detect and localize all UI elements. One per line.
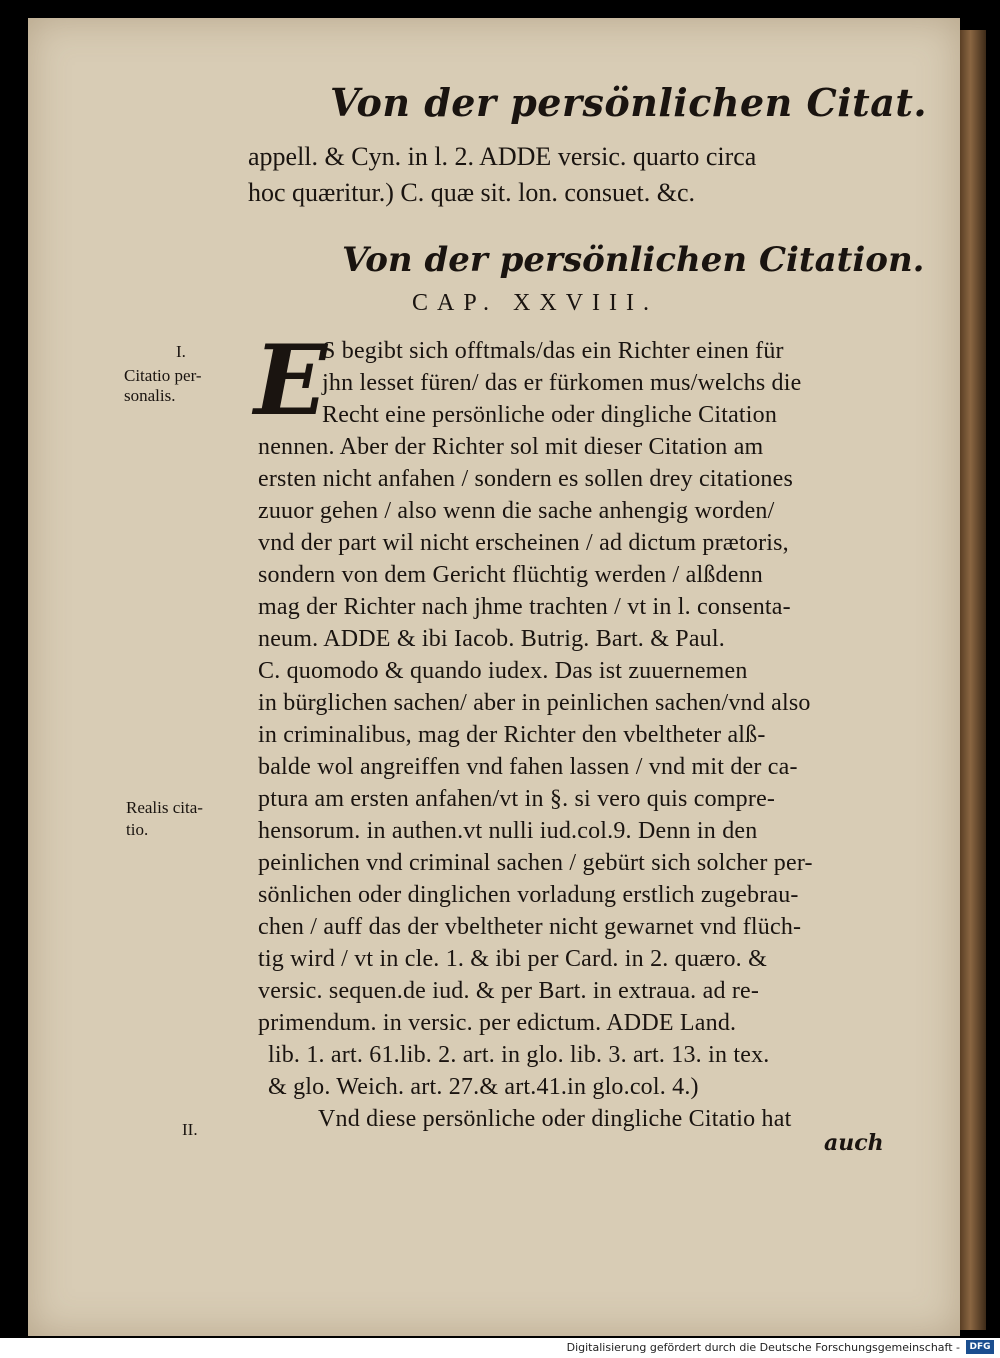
drop-cap-initial: E <box>254 324 328 437</box>
body-line: chen / auff das der vbeltheter nicht gewarnet vnd flüch- <box>258 914 802 940</box>
catchword: auch <box>824 1130 884 1156</box>
body-line: hensorum. in authen.vt nulli iud.col.9. Denn in den <box>258 818 758 844</box>
margin-note: Realis cita- <box>126 798 203 817</box>
body-line: lib. 1. art. 61.lib. 2. art. in glo. lib. 3. art. 13. in tex. <box>268 1042 770 1068</box>
body-line: C. quomodo & quando iudex. Das ist zuuernemen <box>258 658 748 684</box>
body-line: peinlichen vnd criminal sachen / gebürt sich solcher per- <box>258 850 813 876</box>
footer-credit: Digitalisierung gefördert durch die Deutsche Forschungsgemeinschaft - <box>566 1341 960 1354</box>
body-line: in criminalibus, mag der Richter den vbeltheter alß- <box>258 722 766 748</box>
margin-note: tio. <box>126 820 149 839</box>
margin-note-number: I. <box>176 342 186 361</box>
body-line: zuuor gehen / also wenn die sache anhengig worden/ <box>258 498 775 524</box>
body-line: in bürglichen sachen/ aber in peinlichen sachen/vnd also <box>258 690 811 716</box>
body-line: & glo. Weich. art. 27.& art.41.in glo.col. 4.) <box>268 1074 699 1100</box>
dfg-logo: DFG <box>966 1340 994 1354</box>
body-line: sönlichen oder dinglichen vorladung erstlich zugebrau- <box>258 882 799 908</box>
body-line: S begibt sich offtmals/das ein Richter einen für <box>322 338 784 364</box>
body-line: nennen. Aber der Richter sol mit dieser Citation am <box>258 434 764 460</box>
body-line: ptura am ersten anfahen/vt in §. si vero quis compre- <box>258 786 776 812</box>
body-line: mag der Richter nach jhme trachten / vt in l. consenta- <box>258 594 791 620</box>
body-line: vnd der part wil nicht erscheinen / ad dictum prætoris, <box>258 530 789 556</box>
margin-note: sonalis. <box>124 386 176 405</box>
running-title: Von der persönlichen Citat. <box>330 80 928 125</box>
margin-note-number: II. <box>182 1120 198 1139</box>
section-title: Von der persönlichen Citation. <box>342 240 925 280</box>
body-line: ersten nicht anfahen / sondern es sollen drey citationes <box>258 466 794 492</box>
chapter-heading: CAP. XXVIII. <box>412 290 658 316</box>
body-line: neum. ADDE & ibi Iacob. Butrig. Bart. & Paul. <box>258 626 725 652</box>
body-line: sondern von dem Gericht flüchtig werden / alßdenn <box>258 562 763 588</box>
body-line: versic. sequen.de iud. & per Bart. in extraua. ad re- <box>258 978 760 1004</box>
body-line: balde wol angreiffen vnd fahen lassen / vnd mit der ca- <box>258 754 798 780</box>
body-line: tig wird / vt in cle. 1. & ibi per Card. in 2. quæro. & <box>258 946 767 972</box>
footer-bar <box>0 1338 1000 1358</box>
intro-line: hoc quæritur.) C. quæ sit. lon. consuet. &c. <box>248 178 696 207</box>
body-line: Recht eine persönliche oder dingliche Citation <box>322 402 778 428</box>
margin-note: Citatio per- <box>124 366 202 385</box>
body-line: primendum. in versic. per edictum. ADDE Land. <box>258 1010 737 1036</box>
body-line: jhn lesset füren/ das er fürkomen mus/welchs die <box>322 370 802 396</box>
body-line: Vnd diese persönliche oder dingliche Citatio hat <box>318 1106 792 1132</box>
intro-line: appell. & Cyn. in l. 2. ADDE versic. quarto circa <box>248 142 757 171</box>
book-edge <box>960 30 986 1330</box>
